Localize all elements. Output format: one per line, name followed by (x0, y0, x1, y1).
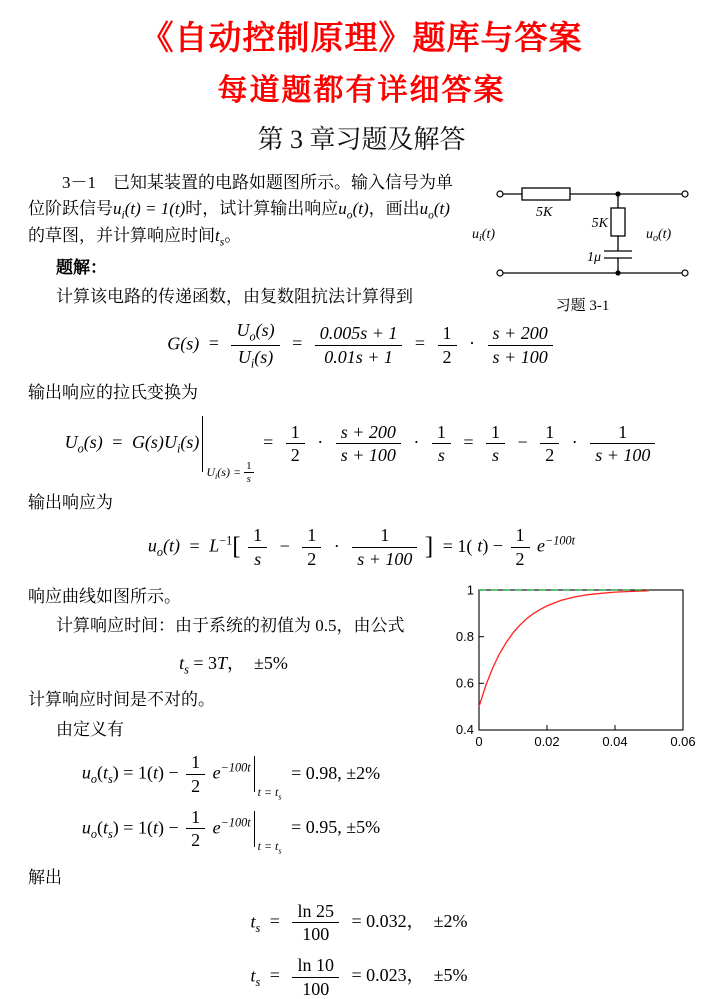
f5-t_b: t (103, 762, 109, 783)
problem-p2: 时，试计算输出响应 (185, 198, 339, 218)
f3-e_sup: −100t (545, 533, 576, 548)
f2-d2: s + 100 (340, 445, 396, 466)
response-curve-note: 响应曲线如图所示。 (28, 586, 181, 606)
f5-res: = 0.98, ±2% (291, 762, 381, 783)
settling-time-rule-formula (28, 649, 439, 678)
x-tick-label: 0 (475, 733, 483, 749)
evaluated-at-bar (254, 811, 282, 856)
problem-uo2_s: o (428, 207, 434, 221)
capacitor-label: 1μ (586, 250, 601, 265)
input-terminal-bottom (497, 270, 503, 276)
f8-t: t (250, 965, 256, 986)
f1-eq3: = (414, 333, 426, 354)
vertical-bar (202, 416, 203, 472)
solution-step-1: 计算该电路的传递函数，由复数阻抗法计算得到 (56, 287, 413, 307)
f6-e_sup: −100t (220, 814, 251, 829)
f2-n4: 1 (486, 422, 505, 445)
f6-d: 2 (191, 830, 201, 851)
f3-eq1: = 1( (442, 535, 473, 556)
page-title: 《自动控制原理》题库与答案 (140, 21, 583, 57)
problem-ts_s: s (219, 235, 225, 249)
y-tick-label: 0.4 (455, 721, 474, 737)
y-tick-label: 0.8 (455, 628, 474, 644)
fraction (292, 901, 339, 945)
f4-rest: ， ±5% (227, 652, 288, 673)
response-plot-figure (443, 580, 695, 767)
f2-dot2: · (413, 431, 420, 452)
evaluation-condition (206, 461, 253, 485)
evaluated-at-bar (254, 756, 282, 802)
problem-section (28, 170, 695, 370)
y-tick-label: 0.6 (455, 675, 474, 691)
f5-rp: ) = 1( (112, 762, 153, 783)
f5-cond1: t = t (257, 785, 279, 800)
f1-n3: 1 (438, 323, 457, 346)
vertical-bar (254, 756, 255, 792)
f2-uo_r: (s) (83, 431, 103, 452)
f7-d: 100 (302, 924, 330, 945)
solution-step-2: 输出响应的拉氏变换为 (28, 383, 198, 403)
by-definition-note: 由定义有 (56, 719, 124, 739)
f4-eq: = 3 (188, 652, 218, 673)
f6-rp: ) = 1( (112, 816, 153, 837)
f6-cond_s: s (278, 846, 282, 856)
f2-d5: 2 (545, 445, 555, 466)
series-unit-step-response u_o(t)=1-0.5e^(-100t) (479, 590, 649, 706)
f6-t_b: t (103, 816, 109, 837)
fraction (292, 955, 339, 999)
f3-n4: 1 (511, 525, 530, 548)
problem-ui_s: i (121, 207, 125, 221)
f3-cp: ) − (482, 535, 504, 556)
x-tick-label: 0.06 (670, 733, 696, 749)
x-tick-label: 0.04 (602, 733, 628, 749)
input-signal-label (472, 227, 495, 244)
circuit-in_r: (t) (481, 227, 495, 242)
f3-d1: s (254, 548, 262, 569)
f5-lp: ( (97, 762, 104, 783)
f3-d4: 2 (515, 548, 525, 569)
f4-T: T (217, 652, 228, 673)
f2-uo_b: U (64, 431, 78, 452)
fraction (231, 320, 279, 370)
fraction (315, 323, 403, 367)
f1-n4: s + 200 (488, 323, 553, 346)
f1-n2: 0.005s + 1 (315, 323, 403, 346)
f6-t_sub: s (108, 826, 113, 841)
f3-n1: 1 (248, 525, 267, 548)
f1-ui_s: i (250, 356, 255, 371)
f1-G_r: (s) (180, 333, 200, 354)
fraction (540, 422, 559, 466)
f3-u_s: o (156, 545, 164, 560)
f2-dot3: · (571, 431, 578, 452)
f8-res: = 0.023， ±5% (351, 965, 468, 986)
f2-n3: 1 (432, 422, 451, 445)
f5-rp2: ) − (157, 762, 179, 783)
f2-cond_s: i (215, 471, 218, 481)
f3-e: e (537, 535, 546, 556)
circuit-in_b: u (472, 227, 479, 242)
x-tick-label: 0.02 (534, 733, 560, 749)
output-signal-label (646, 227, 672, 244)
f2-ui_s: i (176, 441, 181, 456)
f3-minus: − (279, 535, 290, 556)
f1-ui_b: U (237, 346, 251, 367)
f2-cond_n: 1 (246, 459, 252, 472)
problem-ui_b: u (113, 198, 122, 218)
f3-n2: 1 (302, 525, 321, 548)
f7-sub: s (255, 920, 261, 935)
f4-sub: s (184, 662, 189, 677)
time-response-formula (28, 525, 695, 569)
f2-n5: 1 (540, 422, 559, 445)
problem-uo2_r: (t) (433, 198, 450, 218)
f8-n: ln 10 (292, 955, 339, 978)
circuit-diagram (470, 172, 695, 286)
vertical-bar (254, 811, 255, 847)
f5-u_b: u (81, 762, 91, 783)
fraction (438, 323, 457, 367)
problem-p5: 。 (224, 226, 242, 246)
f3-dot: · (333, 535, 340, 556)
f3-eq0: = (189, 535, 200, 556)
fraction (352, 525, 417, 569)
f3-u_r: (t) (163, 535, 181, 556)
f2-eq0: = (112, 431, 123, 452)
f1-uo_b: U (236, 319, 250, 340)
f8-eq: = (269, 965, 280, 986)
settling-time-5pct-result (28, 955, 695, 999)
problem-uo2_b: u (419, 198, 429, 218)
f5-e_sup: −100t (220, 760, 251, 775)
problem-p1: 3－1 已知某装置的电路如题图所示。输入信号为单位阶跃信号 (28, 173, 453, 218)
f3-d3: s + 100 (357, 548, 413, 569)
problem-p3: ，画出 (368, 198, 420, 218)
page-subtitle: 每道题都有详细答案 (217, 74, 506, 107)
fraction (486, 422, 505, 466)
f2-n6: 1 (590, 422, 655, 445)
f2-d6: s + 100 (595, 445, 651, 466)
f1-eq1: = (208, 333, 219, 354)
f5-cond_s: s (278, 792, 282, 802)
f2-ui_b: U (163, 431, 177, 452)
problem-p4: 的草图，并计算响应时间 (28, 226, 215, 246)
series-resistor-label: 5K (536, 205, 553, 220)
fraction (511, 525, 530, 569)
evaluated-at-bar (202, 416, 253, 485)
solution-label: 题解： (56, 257, 107, 277)
fraction (488, 323, 553, 367)
fraction (186, 752, 205, 796)
settling-time-note: 计算响应时间：由于系统的初值为 0.5，由公式 (56, 616, 405, 636)
f3-rb: ] (424, 533, 434, 561)
f3-d2: 2 (307, 548, 317, 569)
f2-ui_r: (s) (180, 431, 200, 452)
f1-dot: · (469, 333, 476, 354)
settling-time-2pct-equation (28, 752, 439, 802)
fraction (244, 461, 254, 485)
f4-t: t (179, 652, 185, 673)
evaluation-condition (258, 785, 282, 801)
f6-n: 1 (186, 807, 205, 830)
fraction (336, 422, 401, 466)
f7-t: t (250, 910, 256, 931)
f2-eq2: = (463, 431, 474, 452)
plot-border (479, 590, 683, 730)
f2-d3: s (437, 445, 445, 466)
evaluation-condition (258, 839, 282, 855)
f6-t2: t (152, 816, 158, 837)
f2-uo_s: o (77, 441, 84, 456)
shunt-resistor (611, 208, 625, 236)
f8-sub: s (255, 974, 261, 989)
shunt-resistor-label: 5K (591, 216, 608, 231)
f1-d2: 0.01s + 1 (324, 346, 393, 367)
circuit-caption: 习题 3-1 (555, 298, 610, 314)
circuit-in_s: i (479, 233, 482, 244)
laplace-output-formula (28, 416, 695, 485)
f3-lb: [ (232, 533, 241, 561)
f1-eq2: = (292, 333, 303, 354)
circuit-figure (470, 172, 695, 315)
f2-d4: s (492, 445, 500, 466)
settling-time-2pct-result (28, 901, 695, 945)
f5-t2: t (152, 762, 158, 783)
f2-cond_r: (s) = (217, 464, 245, 479)
circuit-out_b: u (646, 227, 653, 242)
output-terminal-top (682, 191, 688, 197)
f6-lp: ( (97, 816, 104, 837)
f5-e: e (212, 762, 221, 783)
f5-u_s: o (90, 772, 98, 787)
f3-L: L (209, 535, 220, 556)
transfer-function-formula (28, 320, 695, 370)
problem-ts_b: t (215, 226, 220, 246)
circuit-out_s: o (653, 233, 658, 244)
junction-node-bottom (615, 270, 620, 275)
f6-e: e (212, 816, 221, 837)
incorrect-method-note: 计算响应时间是不对的。 (28, 690, 215, 710)
chapter-title: 第 3 章习题及解答 (257, 125, 466, 154)
f1-G: G (167, 333, 181, 354)
f6-u_s: o (90, 826, 98, 841)
f8-d: 100 (302, 978, 330, 999)
f5-d: 2 (191, 775, 201, 796)
response-plot (443, 580, 695, 762)
f7-n: ln 25 (292, 901, 339, 924)
f2-dot1: · (317, 431, 324, 452)
f2-cond_d: s (246, 472, 251, 485)
response-text-column (28, 580, 443, 861)
problem-ui_r: (t) = 1(t) (124, 198, 186, 218)
output-terminal-bottom (682, 270, 688, 276)
f3-n3: 1 (352, 525, 417, 548)
f3-t: t (477, 535, 483, 556)
f2-eq1: = (263, 431, 274, 452)
f2-g: G(s) (131, 431, 164, 452)
f6-res: = 0.95, ±5% (291, 816, 381, 837)
f6-u_b: u (81, 816, 91, 837)
f1-uo_r: (s) (255, 319, 275, 340)
f1-d3: 2 (442, 346, 452, 367)
f2-minus: − (517, 431, 528, 452)
f7-eq: = (269, 910, 280, 931)
f5-t_sub: s (108, 772, 113, 787)
settling-time-5pct-equation (28, 806, 439, 856)
series-resistor (522, 188, 570, 200)
solution-step-3: 输出响应为 (28, 492, 113, 512)
f1-uo_s: o (249, 329, 256, 344)
input-terminal-top (497, 191, 503, 197)
fraction (432, 422, 451, 466)
fraction (286, 422, 305, 466)
problem-uo1_s: o (346, 207, 353, 221)
f2-cond_b: U (206, 464, 216, 479)
f3-L_sup: −1 (219, 533, 233, 548)
f1-d4: s + 100 (492, 346, 548, 367)
solve-note: 解出 (28, 868, 62, 887)
f3-u_b: u (147, 535, 157, 556)
problem-uo1_b: u (338, 198, 347, 218)
f2-d1: 2 (290, 445, 300, 466)
circuit-out_r: (t) (658, 227, 672, 242)
fraction (186, 807, 205, 851)
fraction (590, 422, 655, 466)
f5-n: 1 (186, 752, 205, 775)
problem-uo1_r: (t) (352, 198, 369, 218)
f6-cond1: t = t (257, 839, 279, 854)
f7-res: = 0.032， ±2% (351, 910, 468, 931)
f2-n1: 1 (286, 422, 305, 445)
fraction (248, 525, 267, 569)
response-section (28, 580, 695, 861)
fraction (302, 525, 321, 569)
y-tick-label: 1 (466, 582, 474, 598)
f1-ui_r: (s) (254, 346, 274, 367)
f2-n2: s + 200 (336, 422, 401, 445)
f6-rp2: ) − (157, 816, 179, 837)
